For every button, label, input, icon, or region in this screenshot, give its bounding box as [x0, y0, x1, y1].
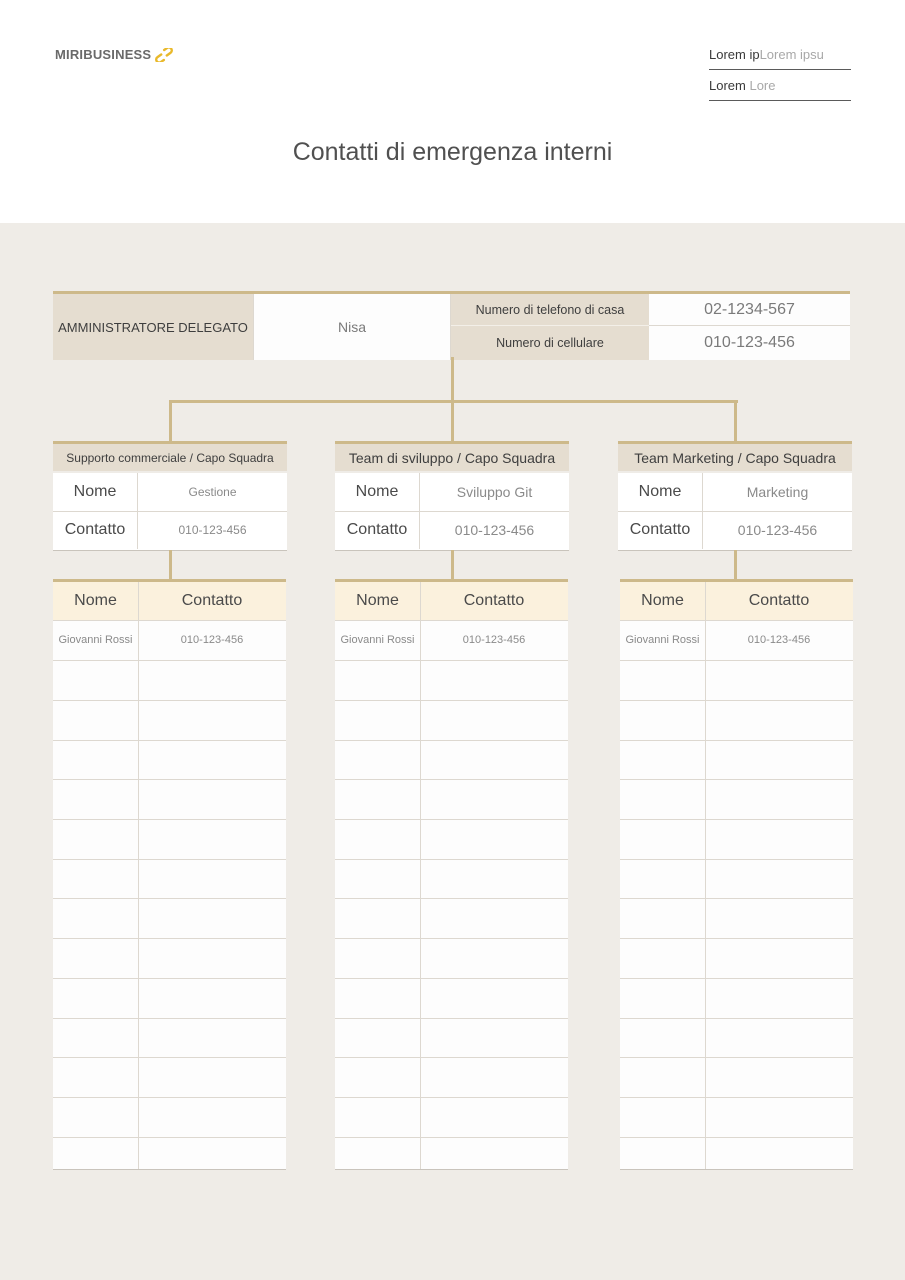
leader-contact-label: Contatto: [618, 511, 703, 549]
column-divider: [138, 582, 139, 1169]
member-contact: 010-123-456: [747, 633, 811, 646]
row-divider: [53, 898, 286, 899]
home-phone-value: 02-1234-567: [649, 294, 850, 326]
team-2-members-table: [335, 579, 568, 1170]
ceo-name: Nisa: [254, 294, 451, 360]
member-name: Giovanni Rossi: [340, 633, 415, 646]
member-name: Giovanni Rossi: [625, 633, 700, 646]
row-divider: [335, 700, 568, 701]
connector-team-1: [169, 400, 172, 442]
company-logo: [55, 47, 173, 62]
row-divider: [53, 1057, 286, 1058]
row-divider: [53, 938, 286, 939]
row-divider: [335, 779, 568, 780]
connector-team-2: [451, 400, 454, 442]
row-divider: [620, 819, 853, 820]
row-divider: [335, 978, 568, 979]
leader-contact-row: [618, 511, 852, 549]
team-1-header: Supporto commerciale / Capo Squadra: [53, 441, 287, 471]
members-col-name: Nome: [620, 582, 705, 620]
leader-contact-row: [53, 511, 287, 549]
mobile-phone-value: 010-123-456: [649, 326, 850, 360]
row-divider: [620, 978, 853, 979]
member-name: Giovanni Rossi: [58, 633, 133, 646]
leader-name-value: Sviluppo Git: [456, 484, 533, 500]
team-2-leader-table: [335, 473, 569, 551]
members-col-name: Nome: [53, 582, 138, 620]
column-divider: [420, 582, 421, 1169]
link-logo-icon: [155, 48, 173, 62]
row-divider: [620, 1097, 853, 1098]
column-divider: [705, 582, 706, 1169]
members-col-contact: Contatto: [705, 582, 853, 620]
connector-team-3: [734, 400, 737, 442]
row-divider: [53, 740, 286, 741]
meta-value: Lore: [749, 78, 776, 93]
row-divider: [620, 938, 853, 939]
row-divider: [335, 819, 568, 820]
team-3-header: Team Marketing / Capo Squadra: [618, 441, 852, 471]
row-divider: [53, 859, 286, 860]
row-divider: [620, 898, 853, 899]
leader-name-row: [53, 473, 287, 512]
page-title: Contatti di emergenza interni: [292, 138, 613, 166]
row-divider: [53, 1018, 286, 1019]
leader-name-row: [618, 473, 852, 512]
team-3-leader-table: [618, 473, 852, 551]
row-divider: [335, 898, 568, 899]
leader-contact-value: 010-123-456: [737, 522, 818, 538]
team-3-members-table: [620, 579, 853, 1170]
members-col-contact: Contatto: [138, 582, 286, 620]
connector-members-2: [451, 550, 454, 580]
leader-contact-value: 010-123-456: [178, 523, 247, 537]
home-phone-label: Numero di telefono di casa: [451, 294, 649, 326]
row-divider: [335, 938, 568, 939]
leader-contact-value: 010-123-456: [454, 522, 535, 538]
row-divider: [335, 620, 568, 621]
row-divider: [335, 1097, 568, 1098]
meta-field-2: [709, 78, 851, 101]
row-divider: [620, 1018, 853, 1019]
members-col-name: Nome: [335, 582, 420, 620]
leader-name-row: [335, 473, 569, 512]
leader-contact-row: [335, 511, 569, 549]
mobile-phone-label: Numero di cellulare: [451, 326, 649, 360]
row-divider: [335, 740, 568, 741]
team-1-leader-table: [53, 473, 287, 551]
row-divider: [620, 740, 853, 741]
meta-label: Lorem ip: [709, 47, 760, 62]
row-divider: [53, 1097, 286, 1098]
leader-contact-label: Contatto: [335, 511, 420, 549]
ceo-table: [53, 291, 850, 360]
leader-contact-label: Contatto: [53, 511, 138, 549]
connector-members-1: [169, 550, 172, 580]
row-divider: [53, 819, 286, 820]
team-2-header: Team di sviluppo / Capo Squadra: [335, 441, 569, 471]
leader-name-value: Marketing: [746, 484, 809, 500]
row-divider: [335, 1057, 568, 1058]
team-1-members-table: [53, 579, 286, 1170]
row-divider: [335, 660, 568, 661]
meta-field-1: [709, 47, 851, 70]
row-divider: [620, 620, 853, 621]
connector-members-3: [734, 550, 737, 580]
row-divider: [620, 660, 853, 661]
row-divider: [53, 700, 286, 701]
logo-text: MIRIBUSINESS: [55, 47, 152, 62]
row-divider: [335, 1018, 568, 1019]
row-divider: [53, 1137, 286, 1138]
meta-value: Lorem ipsu: [759, 47, 824, 62]
row-divider: [620, 859, 853, 860]
members-col-contact: Contatto: [420, 582, 568, 620]
leader-name-label: Nome: [618, 473, 703, 511]
row-divider: [620, 700, 853, 701]
row-divider: [53, 978, 286, 979]
row-divider: [53, 660, 286, 661]
row-divider: [53, 779, 286, 780]
leader-name-label: Nome: [53, 473, 138, 511]
member-contact: 010-123-456: [462, 633, 526, 646]
row-divider: [620, 1057, 853, 1058]
row-divider: [335, 1137, 568, 1138]
row-divider: [620, 1137, 853, 1138]
leader-name-value: Gestione: [188, 485, 237, 499]
row-divider: [53, 620, 286, 621]
row-divider: [335, 859, 568, 860]
ceo-role: AMMINISTRATORE DELEGATO: [53, 294, 254, 360]
connector-ceo: [451, 357, 454, 401]
row-divider: [620, 779, 853, 780]
meta-label: Lorem: [709, 78, 750, 93]
member-contact: 010-123-456: [180, 633, 244, 646]
leader-name-label: Nome: [335, 473, 420, 511]
